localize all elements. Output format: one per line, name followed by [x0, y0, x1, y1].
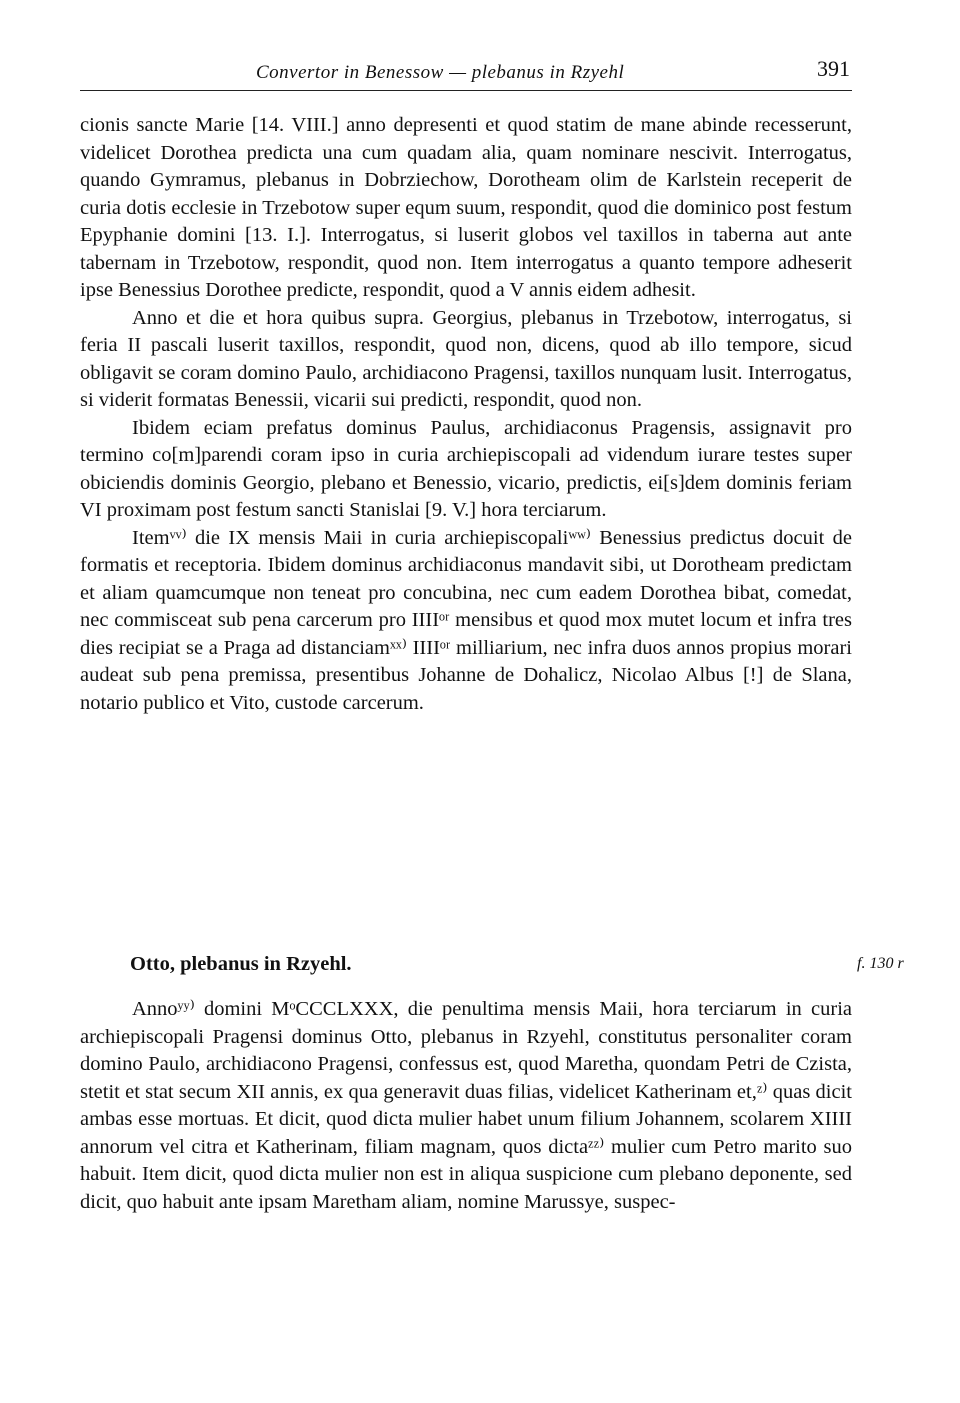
paragraph: Itemᵛᵛ⁾ die IX mensis Maii in curia archiepiscopaliʷʷ⁾ Benessius predictus docuit de formatis et receptoria. Ibidem dominus archidiaconus mandavit sibi, ut Dorotheam predictam et aliam quamcumque non teneat pro concubina, nec cum eadem Dorothea bibat, comedat, nec commisceat sub pena carcerum pro IIIIᵒʳ mensibus et quod mox mutet locum et infra tres dies recipiat se a Praga ad distanciamˣˣ⁾ IIIIᵒʳ milliarium, nec infra duos annos propius morari audeat sub pena premissa, presentibus Johanne de Dohalicz, Nicolao Albus [!] de Slana, notario publico et Vito, custode carcerum. — [80, 526, 852, 714]
paragraph: Anno et die et hora quibus supra. Georgius, plebanus in Trzebotow, interrogatus, si feria II pascali luserit taxillos, respondit, quod non, dicens, quod ab illo tempore, sicud obligavit se coram domino Paulo, archidiacono Pragensi, taxillos nunquam lusit. Interrogatus, si viderit formatas Benessii, vicarii sui predicti, respondit, quod non. — [80, 306, 852, 411]
section-text — [80, 996, 852, 1216]
paragraph: cionis sancte Marie [14. VIII.] anno depresenti et quod statim de mane abinde recesserunt, videlicet Dorothea predicta una cum quadam alia, quam nominare nescivit. Interrogatus, quando Gymramus, plebanus in Dobrziechow, Dorotheam olim de Karlstein receperit de curia dotis ecclesie in Trzebotow super equm suum, respondit, quod die dominico post festum Epyphanie domini [13. I.]. Interrogatus, si luserit globos vel taxillos in taberna aut ante tabernam in Trzebotow, respondit, quod non. Item interrogatus a quanto tempore adheserit ipse Benessius Dorothee predicte, respondit, quod a V annis eidem adhesit. — [80, 114, 852, 301]
folio-marginal-note: f. 130 r — [857, 955, 904, 972]
main-text — [80, 112, 852, 717]
paragraph: Ibidem eciam prefatus dominus Paulus, archidiaconus Pragensis, assignavit pro termino co[m]parendi coram ipso in curia archiepiscopali ad videndum iurare testes super obiciendis dominis Georgio, plebano et Benessio, vicario, predictis, ei[s]dem dominis feriam VI proximam post festum sancti Stanislai [9. V.] hora terciarum. — [80, 416, 852, 521]
page-number: 391 — [817, 56, 850, 81]
section-heading: Otto, plebanus in Rzyehl. — [130, 953, 352, 975]
running-title: Convertor in Benessow — plebanus in Rzyehl — [256, 62, 625, 83]
running-header — [80, 52, 852, 91]
paragraph: Annoʸʸ⁾ domini MᵒCCCLXXX, die penultima mensis Maii, hora terciarum in curia archiepiscopali Pragensi dominus Otto, plebanus in Rzyehl, constitutus personaliter coram domino Paulo, archidiacono Pragensi, confessus est, quod Maretha, quondam Petri de Czista, stetit et stat secum XII annis, ex qua generavit duas filias, videlicet Katherinam et,ᶻ⁾ quas dicit ambas esse mortuas. Et dicit, quod dicta mulier habet unum filium Johannem, scolarem XIIII annorum vel citra et Katherinam, filiam magnam, quos dictaᶻᶻ⁾ mulier cum Petro marito suo habuit. Item dicit, quod dicta mulier non est in aliqua suspicione cum plebano deponente, sed dicit, quo habuit ante ipsam Maretham aliam, nomine Marussye, suspec- — [80, 998, 852, 1213]
